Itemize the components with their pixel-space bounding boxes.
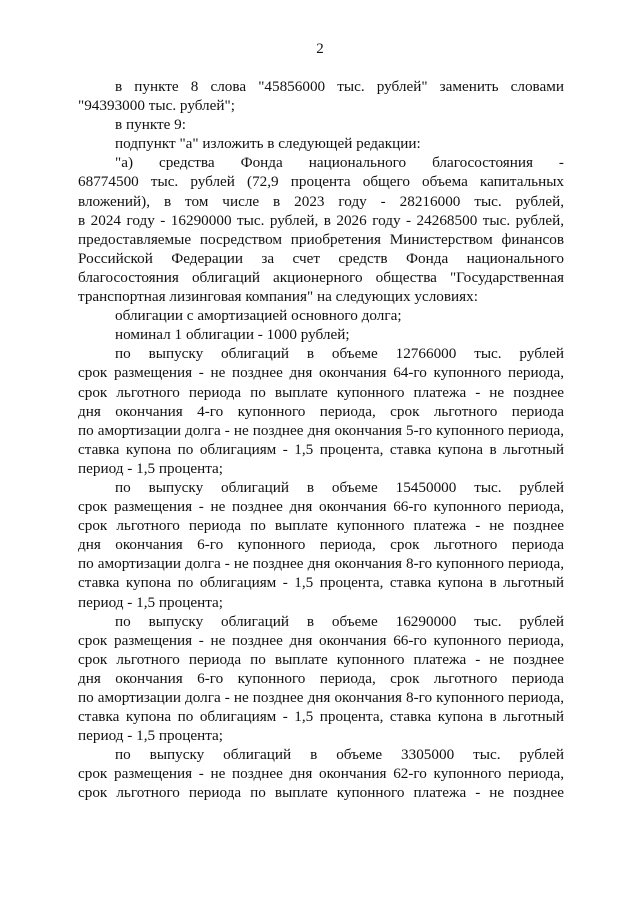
text-line: дня окончания 6-го купонного периода, срок льготного периода	[78, 669, 564, 687]
text-line: срок размещения - не позднее дня окончания 66-го купонного периода,	[78, 631, 564, 649]
text-line: номинал 1 облигации - 1000 рублей;	[115, 326, 350, 344]
text-line: по выпуску облигаций в объеме 15450000 тыс. рублей	[115, 478, 564, 496]
text-line: Российской Федерации за счет средств Фонда национального	[78, 249, 564, 267]
text-line: период - 1,5 процента;	[78, 593, 224, 611]
text-line: период - 1,5 процента;	[78, 459, 224, 477]
text-line: по амортизации долга - не позднее дня окончания 8-го купонного периода,	[78, 555, 564, 573]
text-line: по выпуску облигаций в объеме 16290000 тыс. рублей	[115, 612, 564, 630]
text-line: подпункт "а" изложить в следующей редакции:	[115, 135, 421, 153]
document-body	[78, 77, 564, 803]
text-line: "а) средства Фонда национального благосостояния -	[115, 154, 564, 172]
text-line: ставка купона по облигациям - 1,5 процента, ставка купона в льготный	[78, 574, 564, 592]
text-line: ставка купона по облигациям - 1,5 процента, ставка купона в льготный	[78, 440, 564, 458]
text-line: облигации с амортизацией основного долга;	[115, 307, 402, 325]
text-line: 68774500 тыс. рублей (72,9 процента общего объема капитальных	[78, 173, 564, 191]
text-line: по амортизации долга - не позднее дня окончания 8-го купонного периода,	[78, 689, 564, 706]
text-line: по амортизации долга - не позднее дня окончания 5-го купонного периода,	[78, 421, 564, 439]
text-line: транспортная лизинговая компания" на следующих условиях:	[78, 288, 478, 306]
text-line: в пункте 8 слова "45856000 тыс. рублей" заменить словами	[115, 78, 564, 95]
text-line: дня окончания 4-го купонного периода, срок льготного периода	[78, 402, 564, 420]
text-line: благосостояния облигаций акционерного общества "Государственная	[78, 268, 564, 286]
text-line: срок размещения - не позднее дня окончания 64-го купонного периода,	[78, 364, 564, 382]
text-line: срок льготного периода по выплате купонного платежа - не позднее	[78, 784, 564, 802]
text-line: по выпуску облигаций в объеме 12766000 тыс. рублей	[115, 345, 564, 363]
text-line: "94393000 тыс. рублей";	[78, 97, 235, 115]
text-line: срок льготного периода по выплате купонного платежа - не позднее	[78, 517, 564, 535]
text-line: в пункте 9:	[115, 116, 186, 134]
text-line: в 2024 году - 16290000 тыс. рублей, в 2026 году - 24268500 тыс. рублей,	[78, 211, 564, 229]
text-line: период - 1,5 процента;	[78, 727, 224, 745]
text-line: срок льготного периода по выплате купонного платежа - не позднее	[78, 383, 564, 401]
text-line: срок льготного периода по выплате купонного платежа - не позднее	[78, 650, 564, 668]
text-line: срок размещения - не позднее дня окончания 66-го купонного периода,	[78, 498, 564, 516]
text-line: ставка купона по облигациям - 1,5 процента, ставка купона в льготный	[78, 708, 564, 726]
text-line: вложений), в том числе в 2023 году - 28216000 тыс. рублей,	[78, 192, 564, 210]
text-line: дня окончания 6-го купонного периода, срок льготного периода	[78, 536, 564, 554]
text-line: предоставляемые посредством приобретения Министерством финансов	[78, 230, 564, 248]
text-line: срок размещения - не позднее дня окончания 62-го купонного периода,	[78, 765, 564, 783]
text-line: по выпуску облигаций в объеме 3305000 тыс. рублей	[115, 746, 564, 764]
page-number: 2	[316, 41, 324, 57]
